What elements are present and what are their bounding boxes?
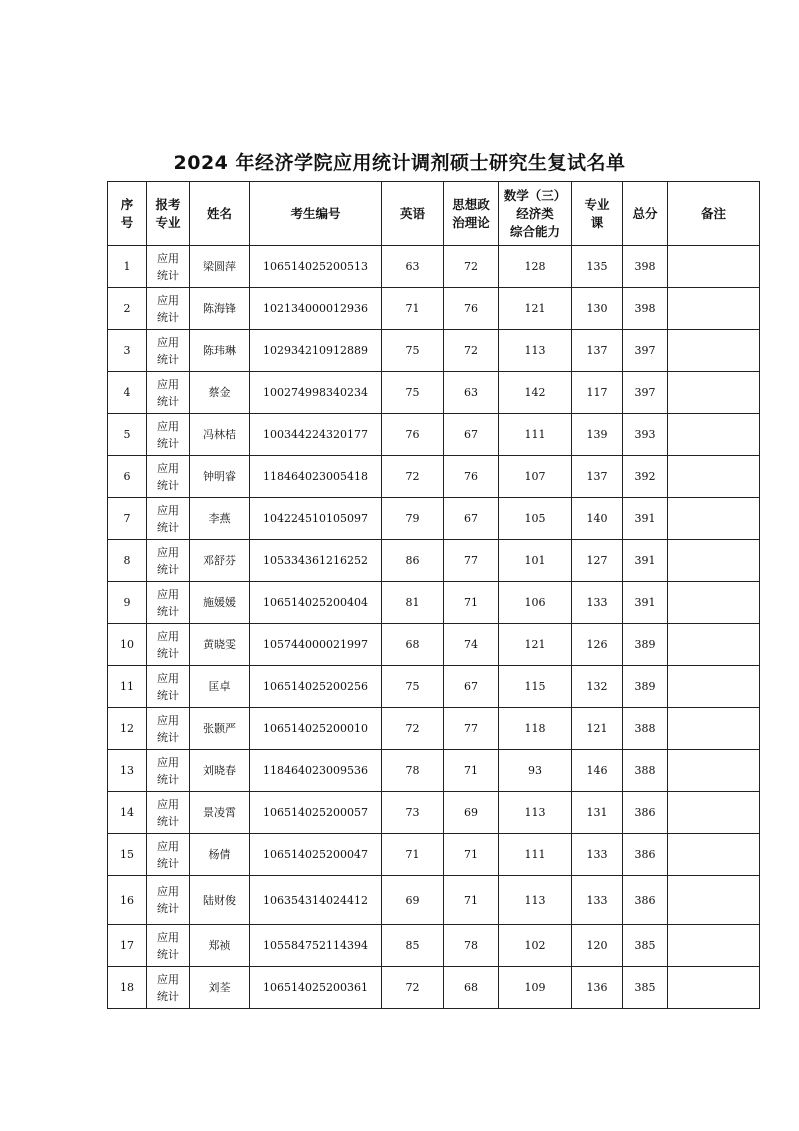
cell-seq: 14 xyxy=(108,792,147,834)
cell-total: 388 xyxy=(623,750,668,792)
cell-exam-id: 106514025200513 xyxy=(250,246,382,288)
cell-major xyxy=(147,498,190,540)
major-line: 统计 xyxy=(157,352,179,366)
cell-name: 张颢严 xyxy=(190,708,250,750)
cell-remarks xyxy=(668,708,760,750)
cell-specialty: 137 xyxy=(572,456,623,498)
cell-math: 121 xyxy=(499,288,572,330)
header-politics: 思想政 治理论 xyxy=(444,182,499,246)
major-line: 应用 xyxy=(157,419,179,433)
header-math: 数学（三） 经济类 综合能力 xyxy=(499,182,572,246)
cell-seq: 6 xyxy=(108,456,147,498)
cell-politics: 63 xyxy=(444,372,499,414)
cell-specialty: 121 xyxy=(572,708,623,750)
cell-politics: 76 xyxy=(444,456,499,498)
cell-seq: 11 xyxy=(108,666,147,708)
cell-math: 107 xyxy=(499,456,572,498)
major-line: 统计 xyxy=(157,856,179,870)
cell-english: 79 xyxy=(382,498,444,540)
cell-english: 86 xyxy=(382,540,444,582)
table-row xyxy=(108,582,760,624)
cell-exam-id: 105334361216252 xyxy=(250,540,382,582)
cell-total: 397 xyxy=(623,330,668,372)
cell-total: 388 xyxy=(623,708,668,750)
cell-english: 71 xyxy=(382,288,444,330)
cell-name: 邓舒芬 xyxy=(190,540,250,582)
cell-math: 118 xyxy=(499,708,572,750)
header-name: 姓名 xyxy=(190,182,250,246)
cell-math: 115 xyxy=(499,666,572,708)
cell-english: 76 xyxy=(382,414,444,456)
cell-math: 109 xyxy=(499,967,572,1009)
header-major: 报考 专业 xyxy=(147,182,190,246)
retest-roster-table xyxy=(107,181,760,1009)
cell-english: 85 xyxy=(382,925,444,967)
table-row xyxy=(108,876,760,925)
cell-name: 郑祯 xyxy=(190,925,250,967)
major-line: 统计 xyxy=(157,688,179,702)
cell-exam-id: 106514025200361 xyxy=(250,967,382,1009)
cell-major xyxy=(147,750,190,792)
major-line: 应用 xyxy=(157,377,179,391)
cell-politics: 77 xyxy=(444,540,499,582)
cell-remarks xyxy=(668,288,760,330)
cell-specialty: 140 xyxy=(572,498,623,540)
cell-remarks xyxy=(668,540,760,582)
major-line: 统计 xyxy=(157,947,179,961)
major-line: 应用 xyxy=(157,755,179,769)
cell-math: 121 xyxy=(499,624,572,666)
cell-specialty: 136 xyxy=(572,967,623,1009)
cell-major xyxy=(147,372,190,414)
cell-name: 陆财俊 xyxy=(190,876,250,925)
major-line: 统计 xyxy=(157,989,179,1003)
table-row xyxy=(108,792,760,834)
cell-total: 393 xyxy=(623,414,668,456)
cell-exam-id: 106514025200047 xyxy=(250,834,382,876)
cell-math: 113 xyxy=(499,330,572,372)
header-exam-id: 考生编号 xyxy=(250,182,382,246)
cell-specialty: 131 xyxy=(572,792,623,834)
cell-english: 72 xyxy=(382,708,444,750)
cell-english: 72 xyxy=(382,456,444,498)
cell-exam-id: 106514025200010 xyxy=(250,708,382,750)
cell-total: 386 xyxy=(623,876,668,925)
cell-exam-id: 104224510105097 xyxy=(250,498,382,540)
roster-body xyxy=(108,246,760,1009)
cell-politics: 71 xyxy=(444,876,499,925)
cell-total: 398 xyxy=(623,288,668,330)
cell-name: 匡卓 xyxy=(190,666,250,708)
cell-major xyxy=(147,624,190,666)
header-remarks: 备注 xyxy=(668,182,760,246)
cell-name: 李燕 xyxy=(190,498,250,540)
cell-specialty: 146 xyxy=(572,750,623,792)
cell-major xyxy=(147,967,190,1009)
table-row xyxy=(108,498,760,540)
cell-name: 梁圆萍 xyxy=(190,246,250,288)
cell-remarks xyxy=(668,456,760,498)
cell-name: 陈玮琳 xyxy=(190,330,250,372)
cell-major xyxy=(147,666,190,708)
table-row xyxy=(108,967,760,1009)
cell-exam-id: 102934210912889 xyxy=(250,330,382,372)
major-line: 应用 xyxy=(157,251,179,265)
cell-remarks xyxy=(668,925,760,967)
cell-politics: 68 xyxy=(444,967,499,1009)
cell-name: 冯林桔 xyxy=(190,414,250,456)
major-line: 应用 xyxy=(157,545,179,559)
cell-politics: 67 xyxy=(444,666,499,708)
cell-major xyxy=(147,708,190,750)
table-row xyxy=(108,288,760,330)
cell-math: 106 xyxy=(499,582,572,624)
major-line: 统计 xyxy=(157,902,179,915)
major-line: 应用 xyxy=(157,713,179,727)
cell-exam-id: 118464023009536 xyxy=(250,750,382,792)
cell-major xyxy=(147,288,190,330)
cell-politics: 71 xyxy=(444,834,499,876)
header-seq: 序 号 xyxy=(108,182,147,246)
cell-major xyxy=(147,834,190,876)
major-line: 统计 xyxy=(157,562,179,576)
cell-remarks xyxy=(668,834,760,876)
cell-seq: 1 xyxy=(108,246,147,288)
cell-major xyxy=(147,456,190,498)
cell-exam-id: 100344224320177 xyxy=(250,414,382,456)
cell-seq: 13 xyxy=(108,750,147,792)
cell-math: 142 xyxy=(499,372,572,414)
major-line: 应用 xyxy=(157,293,179,307)
major-line: 应用 xyxy=(157,335,179,349)
cell-politics: 69 xyxy=(444,792,499,834)
cell-name: 杨倩 xyxy=(190,834,250,876)
table-row xyxy=(108,456,760,498)
cell-math: 93 xyxy=(499,750,572,792)
cell-name: 黄晓雯 xyxy=(190,624,250,666)
cell-specialty: 137 xyxy=(572,330,623,372)
cell-politics: 71 xyxy=(444,750,499,792)
cell-major xyxy=(147,876,190,925)
cell-total: 385 xyxy=(623,967,668,1009)
cell-exam-id: 106514025200256 xyxy=(250,666,382,708)
cell-total: 391 xyxy=(623,582,668,624)
cell-total: 391 xyxy=(623,498,668,540)
major-line: 统计 xyxy=(157,814,179,828)
table-row xyxy=(108,666,760,708)
cell-specialty: 133 xyxy=(572,582,623,624)
cell-english: 81 xyxy=(382,582,444,624)
cell-english: 78 xyxy=(382,750,444,792)
cell-total: 392 xyxy=(623,456,668,498)
cell-specialty: 127 xyxy=(572,540,623,582)
major-line: 统计 xyxy=(157,478,179,492)
cell-seq: 2 xyxy=(108,288,147,330)
header-total: 总分 xyxy=(623,182,668,246)
table-row xyxy=(108,330,760,372)
major-line: 应用 xyxy=(157,629,179,643)
major-line: 统计 xyxy=(157,730,179,744)
major-line: 统计 xyxy=(157,436,179,450)
cell-specialty: 120 xyxy=(572,925,623,967)
cell-remarks xyxy=(668,498,760,540)
major-line: 统计 xyxy=(157,604,179,618)
cell-seq: 5 xyxy=(108,414,147,456)
cell-major xyxy=(147,925,190,967)
cell-specialty: 133 xyxy=(572,876,623,925)
cell-english: 73 xyxy=(382,792,444,834)
cell-major xyxy=(147,246,190,288)
major-line: 统计 xyxy=(157,310,179,324)
cell-math: 102 xyxy=(499,925,572,967)
cell-seq: 4 xyxy=(108,372,147,414)
major-line: 应用 xyxy=(157,885,179,898)
cell-major xyxy=(147,582,190,624)
table-row xyxy=(108,708,760,750)
major-line: 统计 xyxy=(157,646,179,660)
major-line: 应用 xyxy=(157,972,179,986)
cell-exam-id: 105584752114394 xyxy=(250,925,382,967)
cell-remarks xyxy=(668,582,760,624)
cell-exam-id: 106514025200404 xyxy=(250,582,382,624)
cell-english: 63 xyxy=(382,246,444,288)
major-line: 应用 xyxy=(157,671,179,685)
cell-english: 72 xyxy=(382,967,444,1009)
cell-total: 385 xyxy=(623,925,668,967)
cell-specialty: 133 xyxy=(572,834,623,876)
cell-politics: 77 xyxy=(444,708,499,750)
header-specialty: 专业 课 xyxy=(572,182,623,246)
cell-specialty: 135 xyxy=(572,246,623,288)
cell-seq: 16 xyxy=(108,876,147,925)
cell-major xyxy=(147,792,190,834)
major-line: 应用 xyxy=(157,839,179,853)
cell-specialty: 126 xyxy=(572,624,623,666)
cell-math: 105 xyxy=(499,498,572,540)
major-line: 应用 xyxy=(157,797,179,811)
major-line: 统计 xyxy=(157,772,179,786)
cell-specialty: 130 xyxy=(572,288,623,330)
table-row xyxy=(108,372,760,414)
cell-politics: 71 xyxy=(444,582,499,624)
cell-total: 386 xyxy=(623,834,668,876)
cell-remarks xyxy=(668,246,760,288)
table-row xyxy=(108,925,760,967)
cell-exam-id: 100274998340234 xyxy=(250,372,382,414)
cell-politics: 72 xyxy=(444,246,499,288)
cell-exam-id: 105744000021997 xyxy=(250,624,382,666)
cell-english: 75 xyxy=(382,372,444,414)
cell-math: 111 xyxy=(499,414,572,456)
cell-english: 68 xyxy=(382,624,444,666)
cell-seq: 17 xyxy=(108,925,147,967)
table-row xyxy=(108,624,760,666)
cell-major xyxy=(147,414,190,456)
cell-remarks xyxy=(668,876,760,925)
cell-remarks xyxy=(668,414,760,456)
cell-english: 75 xyxy=(382,666,444,708)
table-row xyxy=(108,414,760,456)
cell-politics: 74 xyxy=(444,624,499,666)
document-title: 2024 年经济学院应用统计调剂硕士研究生复试名单 xyxy=(173,152,626,174)
cell-english: 75 xyxy=(382,330,444,372)
cell-seq: 18 xyxy=(108,967,147,1009)
table-row xyxy=(108,834,760,876)
cell-exam-id: 118464023005418 xyxy=(250,456,382,498)
cell-politics: 72 xyxy=(444,330,499,372)
cell-seq: 3 xyxy=(108,330,147,372)
cell-total: 391 xyxy=(623,540,668,582)
major-line: 统计 xyxy=(157,268,179,282)
major-line: 应用 xyxy=(157,930,179,944)
cell-math: 111 xyxy=(499,834,572,876)
cell-remarks xyxy=(668,666,760,708)
cell-remarks xyxy=(668,624,760,666)
table-row xyxy=(108,750,760,792)
cell-total: 389 xyxy=(623,666,668,708)
cell-politics: 78 xyxy=(444,925,499,967)
cell-seq: 7 xyxy=(108,498,147,540)
cell-name: 刘荃 xyxy=(190,967,250,1009)
cell-math: 113 xyxy=(499,876,572,925)
cell-specialty: 132 xyxy=(572,666,623,708)
cell-total: 398 xyxy=(623,246,668,288)
cell-exam-id: 106354314024412 xyxy=(250,876,382,925)
cell-seq: 12 xyxy=(108,708,147,750)
cell-total: 397 xyxy=(623,372,668,414)
cell-name: 陈海锋 xyxy=(190,288,250,330)
cell-remarks xyxy=(668,792,760,834)
header-english: 英语 xyxy=(382,182,444,246)
cell-remarks xyxy=(668,750,760,792)
major-line: 应用 xyxy=(157,587,179,601)
cell-total: 386 xyxy=(623,792,668,834)
cell-remarks xyxy=(668,372,760,414)
cell-exam-id: 106514025200057 xyxy=(250,792,382,834)
cell-specialty: 117 xyxy=(572,372,623,414)
cell-specialty: 139 xyxy=(572,414,623,456)
cell-major xyxy=(147,330,190,372)
major-line: 统计 xyxy=(157,394,179,408)
cell-seq: 15 xyxy=(108,834,147,876)
cell-name: 景凌霄 xyxy=(190,792,250,834)
major-line: 统计 xyxy=(157,520,179,534)
cell-math: 128 xyxy=(499,246,572,288)
cell-name: 刘晓春 xyxy=(190,750,250,792)
cell-name: 钟明睿 xyxy=(190,456,250,498)
cell-seq: 8 xyxy=(108,540,147,582)
cell-name: 施媛媛 xyxy=(190,582,250,624)
cell-seq: 10 xyxy=(108,624,147,666)
cell-total: 389 xyxy=(623,624,668,666)
cell-politics: 67 xyxy=(444,414,499,456)
cell-politics: 76 xyxy=(444,288,499,330)
cell-politics: 67 xyxy=(444,498,499,540)
cell-remarks xyxy=(668,330,760,372)
table-row xyxy=(108,540,760,582)
cell-exam-id: 102134000012936 xyxy=(250,288,382,330)
header-row xyxy=(108,182,760,246)
cell-math: 101 xyxy=(499,540,572,582)
cell-seq: 9 xyxy=(108,582,147,624)
cell-english: 71 xyxy=(382,834,444,876)
cell-english: 69 xyxy=(382,876,444,925)
table-row xyxy=(108,246,760,288)
cell-name: 蔡金 xyxy=(190,372,250,414)
cell-math: 113 xyxy=(499,792,572,834)
major-line: 应用 xyxy=(157,503,179,517)
cell-remarks xyxy=(668,967,760,1009)
major-line: 应用 xyxy=(157,461,179,475)
cell-major xyxy=(147,540,190,582)
